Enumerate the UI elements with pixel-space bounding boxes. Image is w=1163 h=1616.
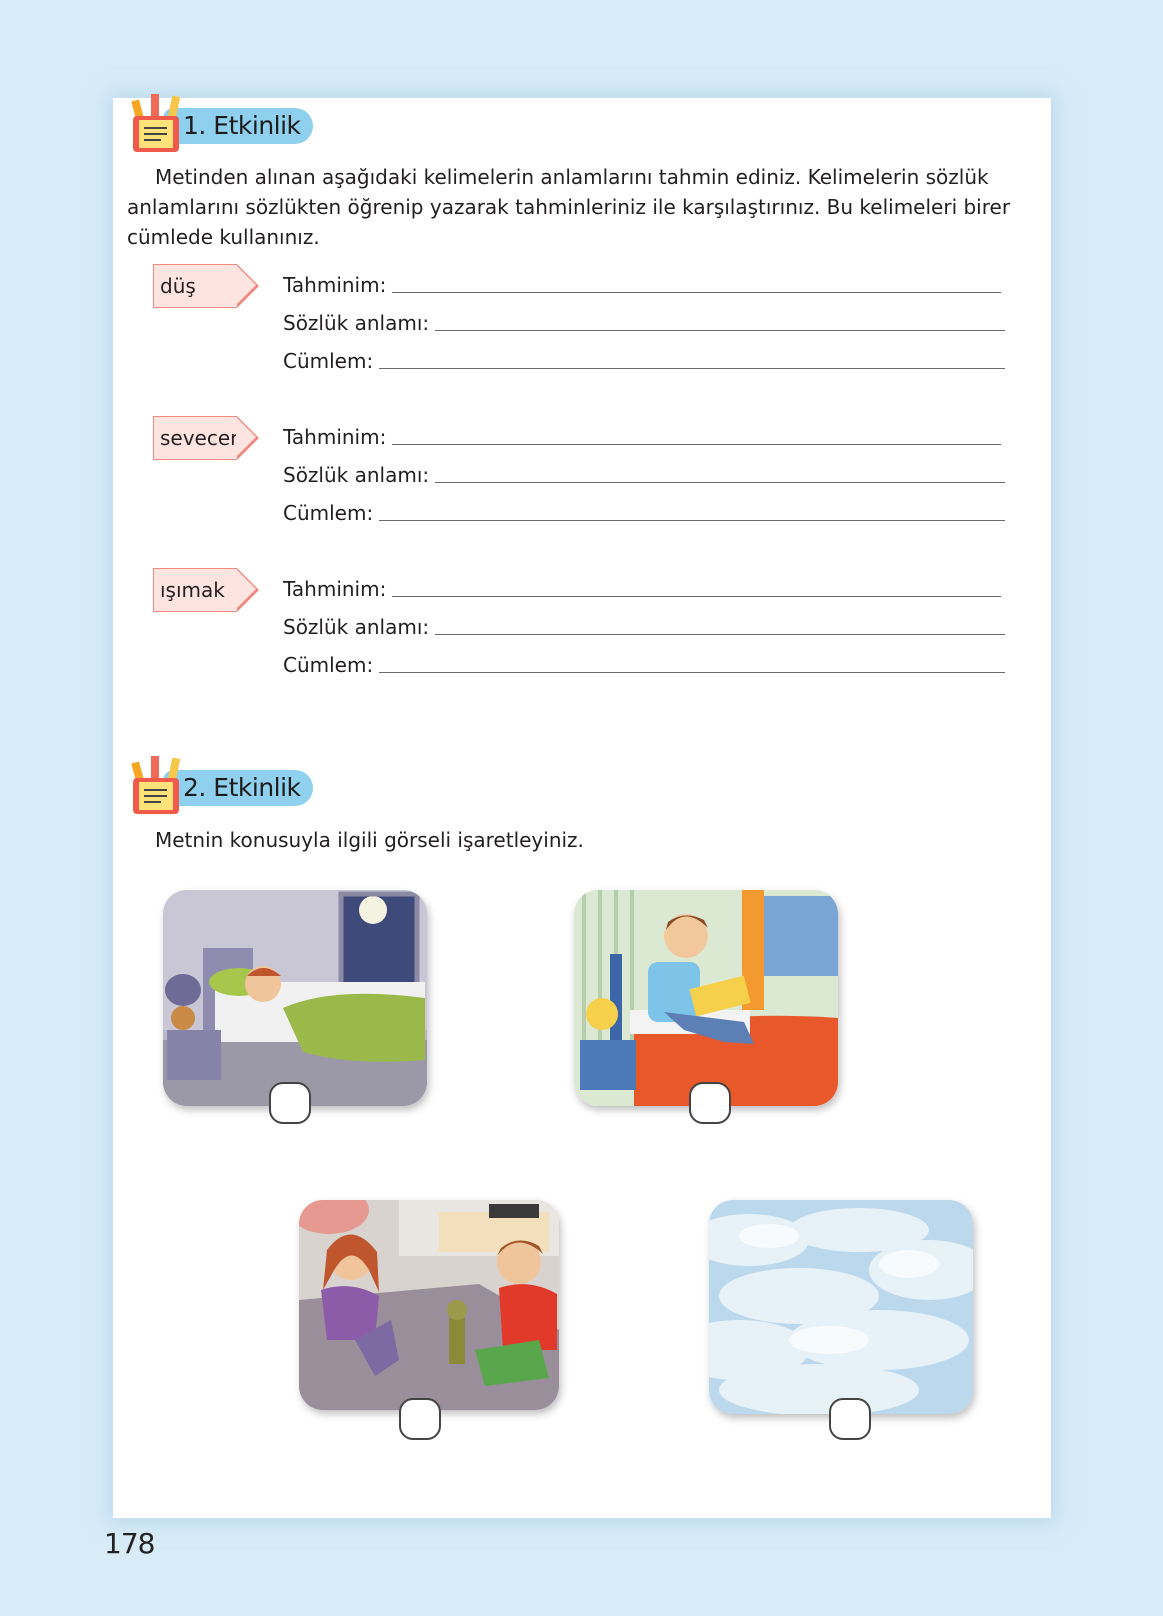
sentence-field[interactable] bbox=[283, 346, 1005, 376]
guess-label: Tahminim: bbox=[283, 273, 387, 297]
sentence-label: Cümlem: bbox=[283, 349, 374, 373]
workbook-page bbox=[113, 98, 1051, 1518]
answer-line[interactable] bbox=[379, 368, 1005, 369]
boy-reading-book-illustration bbox=[574, 890, 838, 1106]
sentence-field[interactable] bbox=[283, 498, 1005, 528]
activity-title: 2. Etkinlik bbox=[183, 773, 301, 802]
word-tag bbox=[153, 416, 243, 460]
cloudy-sky-illustration bbox=[709, 1200, 973, 1414]
image-option-boy-reading[interactable] bbox=[574, 890, 838, 1106]
word-tag bbox=[153, 568, 237, 612]
answer-checkbox[interactable] bbox=[399, 1398, 441, 1440]
dictionary-label: Sözlük anlamı: bbox=[283, 463, 430, 487]
answer-line[interactable] bbox=[435, 330, 1005, 331]
guess-field[interactable] bbox=[283, 574, 1001, 604]
answer-line[interactable] bbox=[435, 482, 1005, 483]
answer-line[interactable] bbox=[392, 292, 1001, 293]
guess-field[interactable] bbox=[283, 270, 1001, 300]
word-label: ışımak bbox=[160, 578, 225, 602]
word-label: düş bbox=[160, 274, 196, 298]
answer-line[interactable] bbox=[392, 596, 1001, 597]
image-option-sleeping-child[interactable] bbox=[163, 890, 427, 1106]
guess-label: Tahminim: bbox=[283, 577, 387, 601]
sentence-field[interactable] bbox=[283, 650, 1005, 680]
answer-line[interactable] bbox=[392, 444, 1001, 445]
pencil-holder-icon bbox=[129, 752, 185, 822]
activity-2-header bbox=[129, 752, 329, 822]
sentence-label: Cümlem: bbox=[283, 653, 374, 677]
word-tag bbox=[153, 264, 237, 308]
dictionary-field[interactable] bbox=[283, 460, 1005, 490]
pencil-holder-icon bbox=[129, 90, 185, 160]
guess-field[interactable] bbox=[283, 422, 1001, 452]
children-playing-with-toys-illustration bbox=[299, 1200, 559, 1410]
dictionary-label: Sözlük anlamı: bbox=[283, 615, 430, 639]
answer-checkbox[interactable] bbox=[689, 1082, 731, 1124]
activity-1-instructions: Metinden alınan aşağıdaki kelimelerin anlamlarını tahmin ediniz. Kelimelerin sözlük anlamlarını sözlükten öğrenip yazarak tahminleriniz ile karşılaştırınız. Bu kelimeleri birer cümlede kullanınız. bbox=[127, 165, 1011, 249]
guess-label: Tahminim: bbox=[283, 425, 387, 449]
answer-checkbox[interactable] bbox=[269, 1082, 311, 1124]
sleeping-child-illustration bbox=[163, 890, 427, 1106]
dictionary-label: Sözlük anlamı: bbox=[283, 311, 430, 335]
dictionary-field[interactable] bbox=[283, 308, 1005, 338]
answer-checkbox[interactable] bbox=[829, 1398, 871, 1440]
dictionary-field[interactable] bbox=[283, 612, 1005, 642]
activity-title: 1. Etkinlik bbox=[183, 111, 301, 140]
activity-1-header bbox=[129, 90, 329, 160]
answer-line[interactable] bbox=[379, 520, 1005, 521]
image-option-cloudy-sky[interactable] bbox=[709, 1200, 973, 1414]
sentence-label: Cümlem: bbox=[283, 501, 374, 525]
page-number: 178 bbox=[104, 1527, 155, 1560]
image-option-children-playing[interactable] bbox=[299, 1200, 559, 1410]
answer-line[interactable] bbox=[435, 634, 1005, 635]
word-label: sevecen bbox=[160, 426, 243, 450]
activity-2-instructions: Metnin konusuyla ilgili görseli işaretleyiniz. bbox=[155, 828, 584, 852]
answer-line[interactable] bbox=[379, 672, 1005, 673]
